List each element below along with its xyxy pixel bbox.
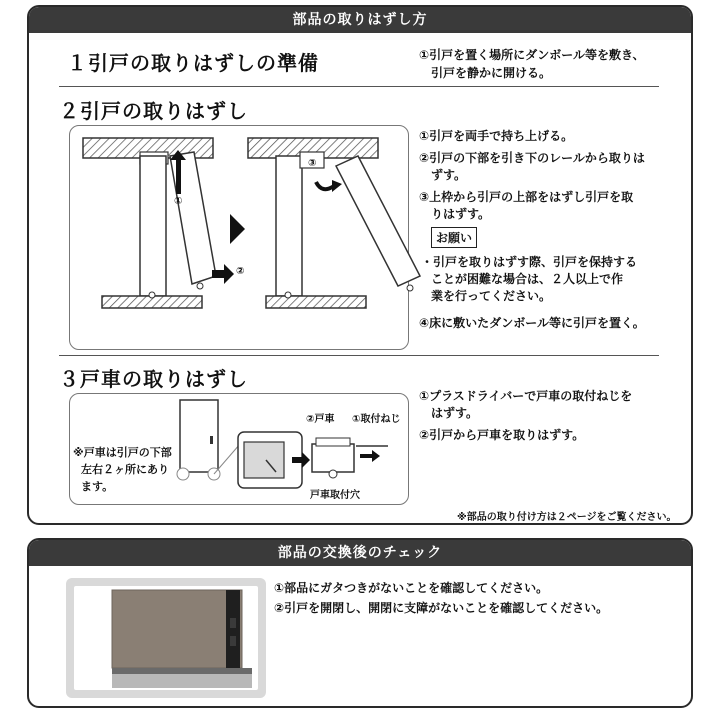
door-photo-frame bbox=[66, 578, 266, 698]
section1-title: １引戸の取りはずしの準備 bbox=[67, 51, 319, 75]
section1-step1-line1: ①引戸を置く場所にダンボール等を敷き、 bbox=[419, 48, 645, 62]
figure-label-1: ① bbox=[174, 196, 183, 207]
section3-title: ３戸車の取りはずし bbox=[59, 367, 248, 391]
door-removal-figure bbox=[69, 125, 409, 350]
request-note-line3: 業を行ってください。 bbox=[431, 289, 552, 303]
section2-step3-line2: りはずす。 bbox=[431, 207, 491, 221]
roller-label: ②戸車 bbox=[306, 414, 335, 425]
section2-step2-line1: ②引戸の下部を引き下のレールから取りは bbox=[419, 151, 645, 165]
request-note-line2: ことが困難な場合は、２人以上で作 bbox=[431, 272, 624, 286]
section3-step2: ②引戸から戸車を取りはずす。 bbox=[419, 428, 585, 442]
request-tag: お願い bbox=[431, 227, 477, 248]
section-divider bbox=[59, 355, 659, 356]
door-roller-photo bbox=[66, 578, 266, 698]
removal-panel bbox=[27, 5, 693, 525]
roller-location-note-line2: 左右２ヶ所にあり bbox=[81, 463, 169, 476]
removal-panel-title: 部品の取りはずし方 bbox=[29, 7, 691, 33]
roller-location-note-line1: ※戸車は引戸の下部 bbox=[73, 446, 172, 459]
check-panel bbox=[27, 538, 693, 708]
figure-label-3: ③ bbox=[308, 158, 317, 169]
section2-step3-line1: ③上枠から引戸の上部をはずし引戸を取 bbox=[419, 190, 634, 204]
section2-step1: ①引戸を両手で持ち上げる。 bbox=[419, 129, 574, 143]
figure-label-2: ② bbox=[236, 266, 245, 277]
section3-step1-line2: はずす。 bbox=[431, 406, 479, 420]
check-item-2: ②引戸を開閉し、開閉に支障がないことを確認してください。 bbox=[274, 601, 609, 615]
section2-title: ２引戸の取りはずし bbox=[59, 99, 248, 123]
check-panel-title: 部品の交換後のチェック bbox=[29, 540, 691, 566]
installation-footnote: ※部品の取り付け方は２ページをご覧ください。 bbox=[457, 512, 677, 523]
section2-step4: ④床に敷いたダンボール等に引戸を置く。 bbox=[419, 316, 645, 330]
section3-step1-line1: ①プラスドライバーで戸車の取付ねじを bbox=[419, 389, 633, 403]
check-item-1: ①部品にガタつきがないことを確認してください。 bbox=[274, 581, 549, 595]
section-divider bbox=[59, 86, 659, 87]
roller-location-note-line3: ます。 bbox=[81, 480, 114, 493]
door-removal-illustration bbox=[70, 126, 410, 351]
mounting-hole-label: 戸車取付穴 bbox=[310, 490, 360, 501]
request-note-line1: ・引戸を取りはずす際、引戸を保持する bbox=[421, 255, 638, 269]
screw-label: ①取付ねじ bbox=[352, 414, 401, 425]
section2-step2-line2: ずす。 bbox=[431, 168, 467, 182]
section1-step1-line2: 引戸を静かに開ける。 bbox=[431, 66, 552, 80]
